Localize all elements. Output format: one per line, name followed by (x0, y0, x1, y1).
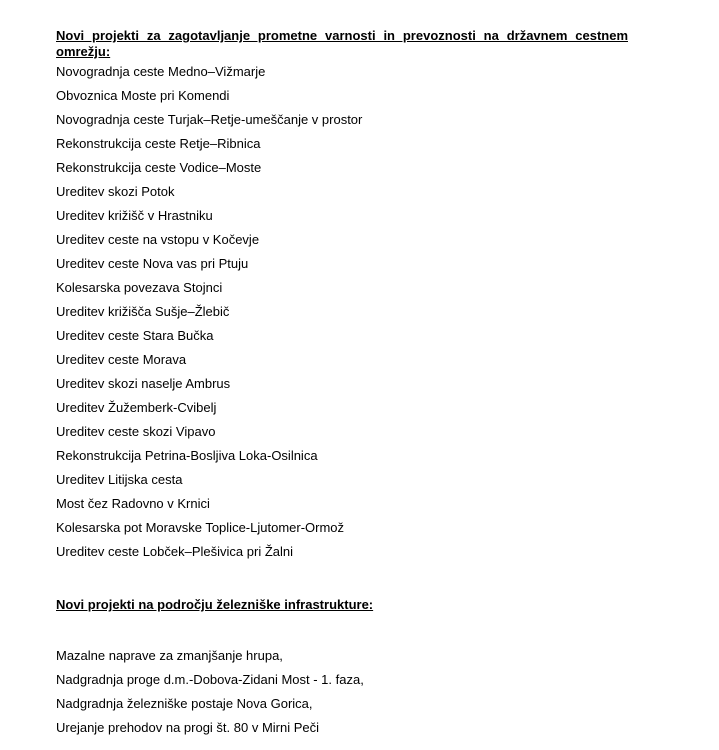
list-item: Kolesarska pot Moravske Toplice-Ljutomer-Ormož (56, 520, 345, 535)
railway-heading: Novi projekti na področju železniške infrastrukture: (56, 597, 374, 612)
list-item: Ureditev križišča Sušje–Žlebič (56, 304, 230, 319)
list-item: Rekonstrukcija Petrina-Bosljiva Loka-Osilnica (56, 448, 318, 463)
railway-section (56, 597, 373, 740)
railway-projects-list (56, 644, 373, 740)
list-item: Nadgradnja proge d.m.-Dobova-Zidani Most - 1. faza, (56, 672, 364, 687)
list-item: Nadgradnja železniške postaje Nova Gorica, (56, 696, 313, 711)
list-item: Ureditev križišč v Hrastniku (56, 208, 213, 223)
road-safety-section (56, 28, 628, 564)
list-item: Novogradnja ceste Medno–Vižmarje (56, 64, 266, 79)
list-item: Most čez Radovno v Krnici (56, 496, 210, 511)
list-item: Ureditev ceste na vstopu v Kočevje (56, 232, 260, 247)
list-item: Urejanje prehodov na progi št. 80 v Mirni Peči (56, 720, 320, 735)
list-item: Ureditev ceste Stara Bučka (56, 328, 214, 343)
list-item: Rekonstrukcija ceste Vodice–Moste (56, 160, 262, 175)
road-safety-heading: Novi projekti za zagotavljanje prometne varnosti in prevoznosti na državnem cestnem omrežju: (56, 28, 628, 59)
list-item: Ureditev Litijska cesta (56, 472, 183, 487)
road-projects-list (56, 60, 628, 564)
list-item: Obvoznica Moste pri Komendi (56, 88, 230, 103)
list-item: Rekonstrukcija ceste Retje–Ribnica (56, 136, 261, 151)
list-item: Ureditev Žužemberk-Cvibelj (56, 400, 217, 415)
list-item: Ureditev ceste skozi Vipavo (56, 424, 216, 439)
list-item: Ureditev ceste Morava (56, 352, 187, 367)
list-item: Novogradnja ceste Turjak–Retje-umeščanje v prostor (56, 112, 363, 127)
list-item: Ureditev skozi Potok (56, 184, 175, 199)
list-item: Kolesarska povezava Stojnci (56, 280, 223, 295)
list-item: Ureditev ceste Nova vas pri Ptuju (56, 256, 249, 271)
list-item: Mazalne naprave za zmanjšanje hrupa, (56, 648, 283, 663)
list-item: Ureditev ceste Lobček–Plešivica pri Žalni (56, 544, 293, 559)
list-item: Ureditev skozi naselje Ambrus (56, 376, 231, 391)
